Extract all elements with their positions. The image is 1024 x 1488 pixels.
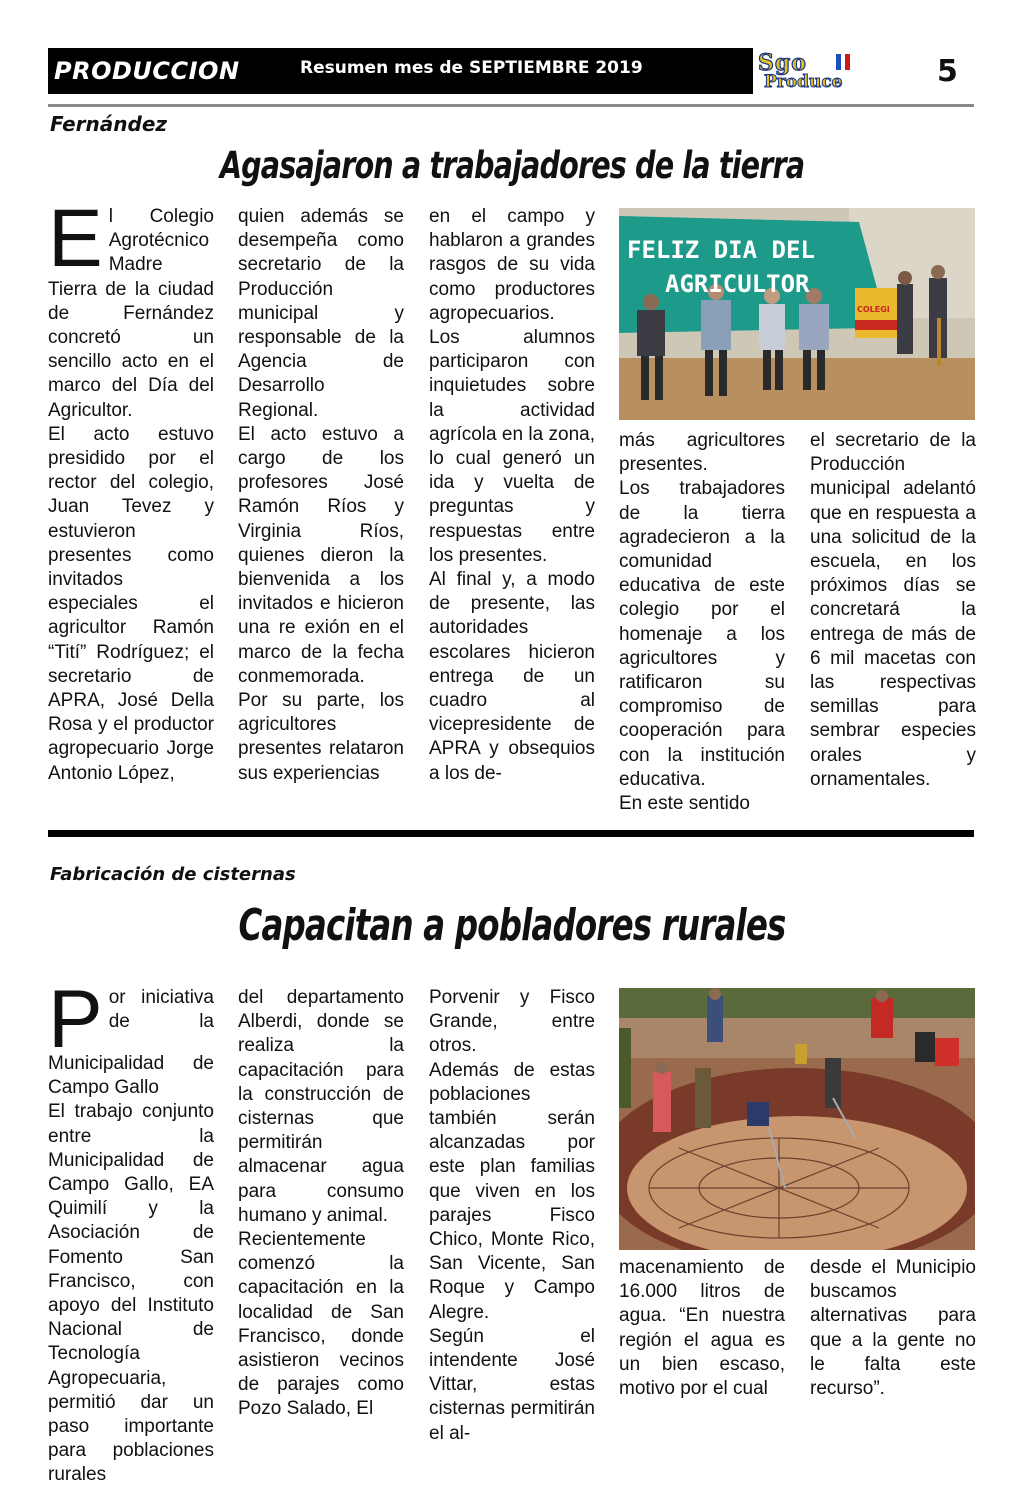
agricultor-event-photo	[619, 208, 975, 420]
article2-dropcap: P	[48, 974, 103, 1065]
article2-kicker: Fabricación de cisternas	[50, 864, 296, 885]
banner-sign: COLEGI	[857, 305, 890, 314]
banner-line-2: AGRICULTOR	[665, 270, 810, 298]
article2-column-2: del departamento Alberdi, donde se realiza la capacitación para la construcción de cisternas que permitirán almacenar agua para consumo humano y animal. Recientemente comenzó la capacitación en la localidad de San Francisco, donde asistieron vecinos de parajes como Pozo Salado, El	[238, 987, 404, 1420]
article1-column-2: quien además se desempeña como secretario de la Producción municipal y responsable de la Agencia de Desarrollo Regional. El acto estuvo a cargo de los profesores José Ramón Ríos y Virginia Ríos, quienes dieron la bienvenida a los invitados e hicieron una re exión en el marco de la fecha conmemorada. Por su parte, los agricultores presentes relataron sus experiencias	[238, 206, 404, 784]
article2-col1-text: or iniciativa de la Municipalidad de Campo Gallo El trabajo conjunto entre la Municipalidad de Campo Gallo, EA Quimilí y la Asociación de Fomento San Francisco, con apoyo del Instituto Nacional de Tecnología Agropecuaria, permitió dar un paso importante para poblaciones rurales	[48, 987, 214, 1486]
flag-icon	[836, 54, 850, 70]
header-divider	[48, 104, 974, 107]
article2-photo	[619, 988, 975, 1250]
article1-col1-text: l Colegio Agrotécnico Madre Tierra de la ciudad de Fernández concretó un sencillo acto en el marco del Día del Agricultor. El acto estuvo presidido por el rector del colegio, Juan Tevez y estuvieron presentes como invitados especiales el agricultor Ramón “Tití” Rodríguez; el secretario de APRA, José Della Rosa y el productor agropecuario Jorge Antonio López,	[48, 206, 214, 784]
article2-column-5: desde el Municipio buscamos alternativas para que a la gente no le falta este recurso”.	[810, 1257, 976, 1400]
issue-date: Resumen mes de SEPTIEMBRE 2019	[300, 58, 643, 78]
banner-line-1: FELIZ DIA DEL	[627, 236, 815, 264]
section-name: PRODUCCION	[54, 57, 240, 85]
cistern-construction-photo	[619, 988, 975, 1250]
article1-column-4: más agricultores presentes. Los trabajadores de la tierra agradecieron a la comunidad educativa de este colegio por el homenaje a los agricultores y ratificaron su compromiso de cooperación para con la institución educativa. En este sentido	[619, 430, 785, 815]
logo-bottom-text: Produce	[764, 72, 843, 92]
section-divider	[48, 830, 974, 837]
page-number: 5	[937, 54, 958, 89]
article1-photo	[619, 208, 975, 420]
logo-top-text: Sgo	[758, 50, 807, 76]
article1-dropcap: E	[48, 193, 103, 284]
sgo-produce-logo	[758, 50, 900, 92]
article2-headline: Capacitan a pobladores rurales	[238, 900, 786, 951]
article1-kicker: Fernández	[50, 112, 168, 136]
article1-column-3: en el campo y hablaron a grandes rasgos de su vida como productores agropecuarios. Los alumnos participaron con inquietudes sobre la actividad agrícola en la zona, lo cual generó un ida y vuelta de preguntas y respuestas entre los presentes. Al final y, a modo de presente, las autoridades escolares hicieron entrega de un cuadro al vicepresidente de APRA y obsequios a los de-	[429, 206, 595, 784]
article1-column-1	[48, 193, 214, 786]
article1-headline: Agasajaron a trabajadores de la tierra	[219, 144, 805, 187]
article1-column-5: el secretario de la Producción municipal adelantó que en respuesta a una solicitud de la escuela, en los próximos días se concretará la entrega de más de 6 mil macetas con las respectivas semillas para sembrar especies orales y ornamentales.	[810, 430, 976, 790]
article2-column-1	[48, 974, 214, 1488]
article2-column-3: Porvenir y Fisco Grande, entre otros. Además de estas poblaciones también serán alcanzadas por este plan familias que viven en los parajes Fisco Chico, Monte Rico, San Vicente, San Roque y Campo Alegre. Según el intendente José Vittar, estas cisternas permitirán el al-	[429, 987, 595, 1444]
header-bar	[48, 48, 753, 94]
article2-column-4: macenamiento de 16.000 litros de agua. “En nuestra región el agua es un bien escaso, motivo por el cual	[619, 1257, 785, 1400]
